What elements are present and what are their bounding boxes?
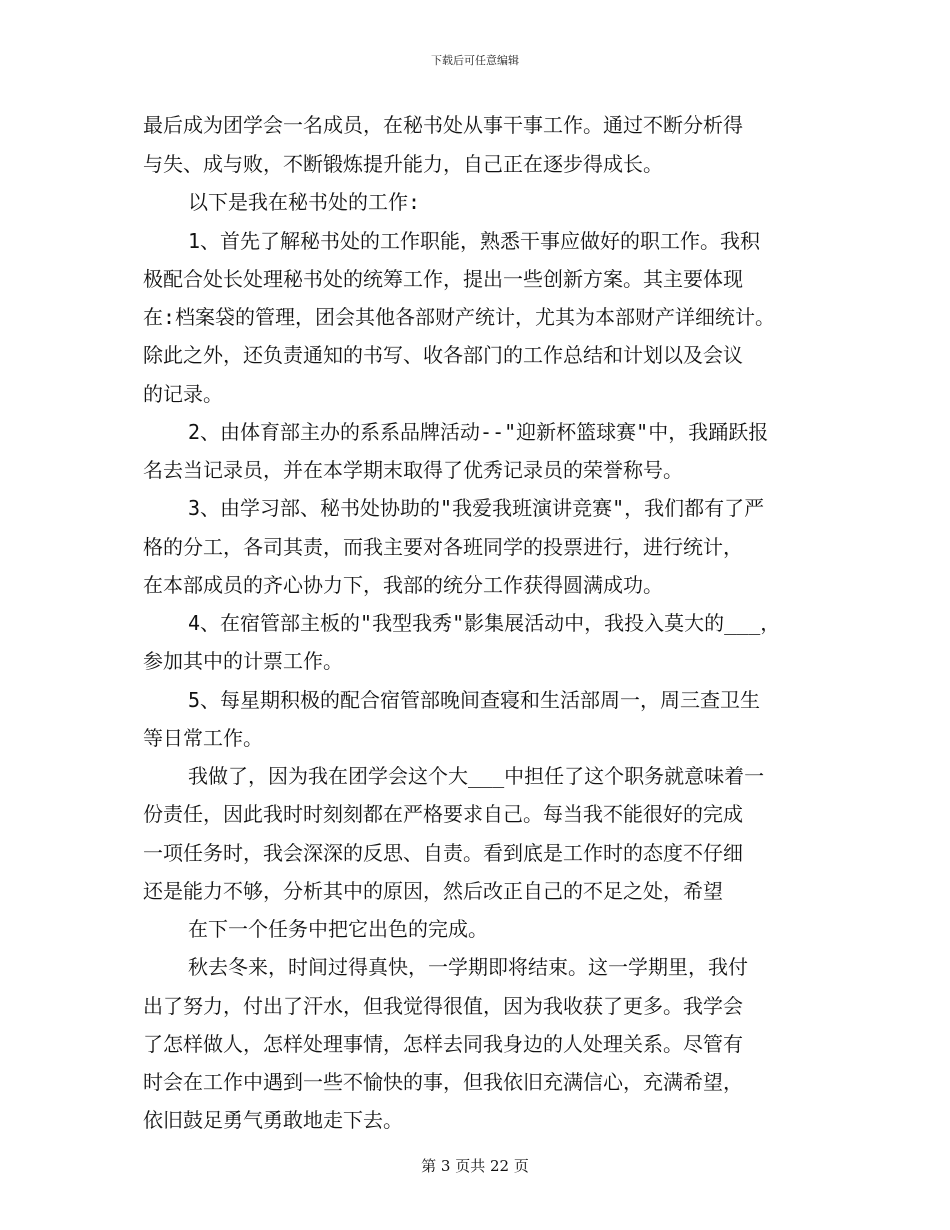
body-line: 出了努力，付出了汗水，但我觉得很值，因为我收获了更多。我学会 xyxy=(143,994,743,1018)
body-line: 4、在宿管部主板的"我型我秀"影集展活动中，我投入莫大的___， xyxy=(188,611,781,635)
body-line: 了怎样做人，怎样处理事情，怎样去同我身边的人处理关系。尽管有 xyxy=(143,1032,743,1056)
body-line: 5、每星期积极的配合宿管部晚间查寝和生活部周一，周三查卫生 xyxy=(188,688,761,712)
body-line: 名去当记录员，并在本学期末取得了优秀记录员的荣誉称号。 xyxy=(143,458,683,482)
body-line: 参加其中的计票工作。 xyxy=(143,649,343,673)
body-line: 依旧鼓足勇气勇敢地走下去。 xyxy=(143,1108,403,1132)
body-line: 等日常工作。 xyxy=(143,726,263,750)
body-line: 时会在工作中遇到一些不愉快的事，但我依旧充满信心，充满希望， xyxy=(143,1070,743,1094)
body-line: 以下是我在秘书处的工作: xyxy=(188,190,421,214)
body-line: 2、由体育部主办的系系品牌活动--"迎新杯篮球赛"中，我踊跃报 xyxy=(188,420,769,444)
body-line: 份责任，因此我时时刻刻都在严格要求自己。每当我不能很好的完成 xyxy=(143,802,743,826)
body-line: 一项任务时，我会深深的反思、自责。看到底是工作时的态度不仔细 xyxy=(143,841,743,865)
body-line: 1、首先了解秘书处的工作职能，熟悉干事应做好的职工作。我积 xyxy=(188,229,761,253)
page-header: 下载后可任意编辑 xyxy=(431,54,519,67)
body-line: 秋去冬来，时间过得真快，一学期即将结束。这一学期里，我付 xyxy=(188,955,748,979)
body-line: 格的分工，各司其责，而我主要对各班同学的投票进行，进行统计， xyxy=(143,535,743,559)
body-line: 除此之外，还负责通知的书写、收各部门的工作总结和计划以及会议 xyxy=(143,343,743,367)
body-line: 我做了，因为我在团学会这个大___中担任了这个职务就意味着一 xyxy=(188,764,765,788)
body-line: 在下一个任务中把它出色的完成。 xyxy=(188,917,488,941)
body-line: 3、由学习部、秘书处协助的"我爱我班演讲竞赛"，我们都有了严 xyxy=(188,496,765,520)
body-line: 在:档案袋的管理，团会其他各部财产统计，尤其为本部财产详细统计。 xyxy=(143,305,776,329)
body-line: 还是能力不够，分析其中的原因，然后改正自己的不足之处，希望 xyxy=(143,879,723,903)
body-line: 在本部成员的齐心协力下，我部的统分工作获得圆满成功。 xyxy=(143,573,663,597)
body-line: 的记录。 xyxy=(143,382,223,406)
page-footer: 第 3 页共 22 页 xyxy=(421,1157,529,1175)
body-line: 与失、成与败，不断锻炼提升能力，自己正在逐步得成长。 xyxy=(143,152,663,176)
body-line: 极配合处长处理秘书处的统筹工作，提出一些创新方案。其主要体现 xyxy=(143,267,743,291)
body-line: 最后成为团学会一名成员，在秘书处从事干事工作。通过不断分析得 xyxy=(143,113,743,137)
